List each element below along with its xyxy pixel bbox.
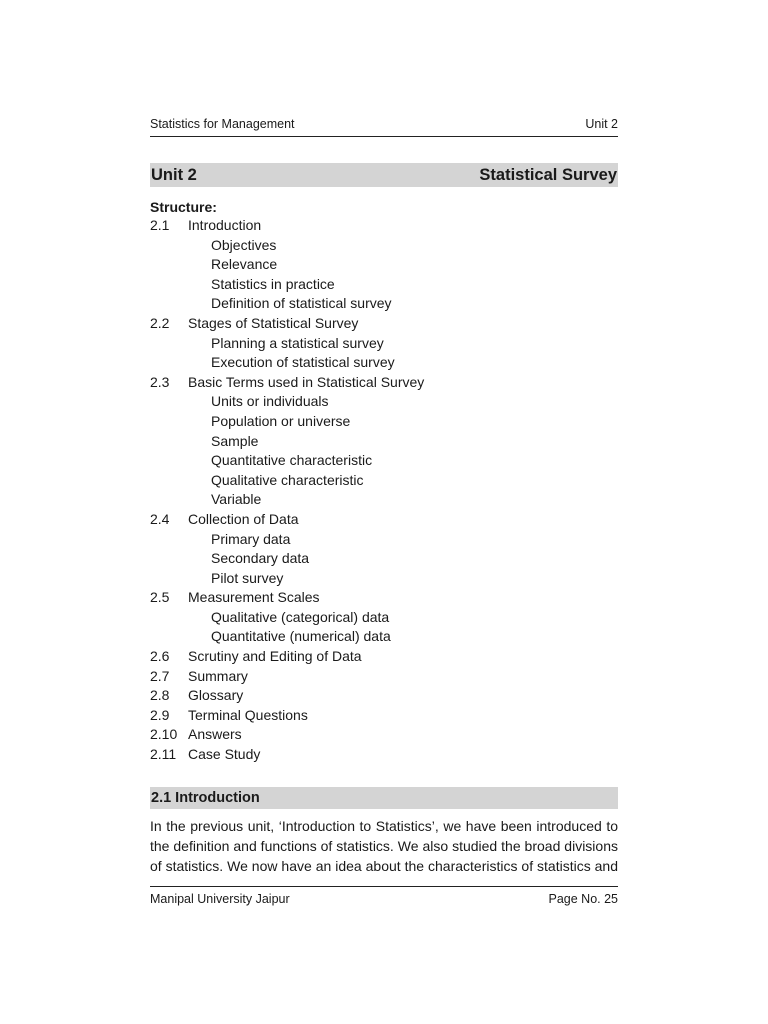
toc-item-number: 2.6: [150, 648, 170, 665]
toc-subitem: [150, 294, 618, 314]
toc-item-title: Scrutiny and Editing of Data: [188, 648, 362, 665]
toc-item-title: Primary data: [211, 530, 291, 547]
toc-subitem: [150, 236, 618, 256]
toc-item-title: Terminal Questions: [188, 706, 308, 723]
toc-item-title: Population or universe: [211, 412, 351, 429]
toc-subitem: [150, 392, 618, 412]
toc-item: [150, 686, 618, 706]
toc-subitem: [150, 451, 618, 471]
table-of-contents: [150, 216, 618, 765]
toc-item-title: Case Study: [188, 746, 261, 763]
paragraph-line: the definition and functions of statistics. We also studied the broad divisions: [150, 838, 618, 854]
toc-item: [150, 745, 618, 765]
toc-item-title: Measurement Scales: [188, 589, 320, 606]
toc-item-title: Variable: [211, 491, 262, 508]
toc-item-number: 2.2: [150, 314, 170, 331]
toc-subitem: [150, 471, 618, 491]
running-footer: [150, 886, 618, 911]
toc-item-title: Stages of Statistical Survey: [188, 314, 359, 331]
header-unit-label: Unit 2: [585, 117, 618, 131]
toc-item-title: Planning a statistical survey: [211, 334, 384, 351]
unit-title: Statistical Survey: [479, 166, 617, 184]
toc-subitem: [150, 353, 618, 373]
toc-subitem: [150, 549, 618, 569]
paragraph-line: of statistics. We now have an idea about the characteristics of statistics and: [150, 858, 618, 874]
toc-item: [150, 667, 618, 687]
toc-item-title: Quantitative (numerical) data: [211, 628, 391, 645]
toc-item-title: Execution of statistical survey: [211, 354, 395, 371]
toc-item-title: Introduction: [188, 217, 262, 233]
footer-page-number: Page No. 25: [548, 892, 618, 906]
toc-item-title: Glossary: [188, 687, 244, 704]
toc-item-title: Pilot survey: [211, 569, 284, 586]
toc-item-number: 2.10: [150, 726, 178, 743]
toc-item-title: Answers: [188, 726, 242, 743]
unit-number: Unit 2: [151, 166, 197, 184]
paragraph-line: In the previous unit, ‘Introduction to Statistics’, we have been introduced to: [150, 818, 618, 834]
toc-item-title: Units or individuals: [211, 393, 329, 410]
toc-subitem: [150, 608, 618, 628]
toc-item-number: 2.1: [150, 217, 170, 233]
structure-heading: Structure:: [150, 199, 217, 215]
toc-item-number: 2.11: [150, 746, 177, 763]
toc-subitem: [150, 569, 618, 589]
toc-item-title: Qualitative (categorical) data: [211, 608, 390, 625]
toc-subitem: [150, 530, 618, 550]
toc-item: [150, 647, 618, 667]
toc-item: [150, 216, 618, 236]
toc-item-number: 2.3: [150, 373, 170, 390]
toc-item-title: Collection of Data: [188, 510, 299, 527]
toc-item-title: Quantitative characteristic: [211, 452, 373, 469]
toc-item-title: Definition of statistical survey: [211, 295, 392, 312]
toc-subitem: [150, 490, 618, 510]
header-book-title: Statistics for Management: [150, 117, 295, 131]
unit-title-bar: [150, 163, 618, 187]
toc-subitem: [150, 432, 618, 452]
toc-item-title: Secondary data: [211, 550, 310, 567]
toc-item-title: Summary: [188, 667, 248, 684]
toc-item-title: Objectives: [211, 236, 277, 253]
toc-item: [150, 314, 618, 334]
toc-item-title: Qualitative characteristic: [211, 471, 364, 488]
toc-subitem: [150, 627, 618, 647]
toc-item: [150, 725, 618, 745]
toc-item-title: Relevance: [211, 256, 278, 273]
toc-item: [150, 706, 618, 726]
toc-item-title: Statistics in practice: [211, 275, 335, 292]
toc-subitem: [150, 334, 618, 354]
footer-publisher: Manipal University Jaipur: [150, 892, 290, 906]
toc-item-number: 2.8: [150, 687, 170, 704]
document-page: [150, 0, 618, 1024]
toc-item: [150, 510, 618, 530]
toc-item-title: Basic Terms used in Statistical Survey: [188, 373, 425, 390]
running-header: [150, 116, 618, 137]
body-paragraph: [150, 816, 618, 876]
toc-item-number: 2.4: [150, 510, 170, 527]
section-heading: 2.1 Introduction: [151, 790, 260, 806]
section-heading-bar: [150, 787, 618, 809]
toc-item-title: Sample: [211, 432, 259, 449]
toc-subitem: [150, 412, 618, 432]
toc-item-number: 2.5: [150, 589, 170, 606]
toc-subitem: [150, 255, 618, 275]
toc-subitem: [150, 275, 618, 295]
toc-item: [150, 588, 618, 608]
toc-item-number: 2.9: [150, 706, 170, 723]
toc-item: [150, 373, 618, 393]
toc-item-number: 2.7: [150, 667, 170, 684]
